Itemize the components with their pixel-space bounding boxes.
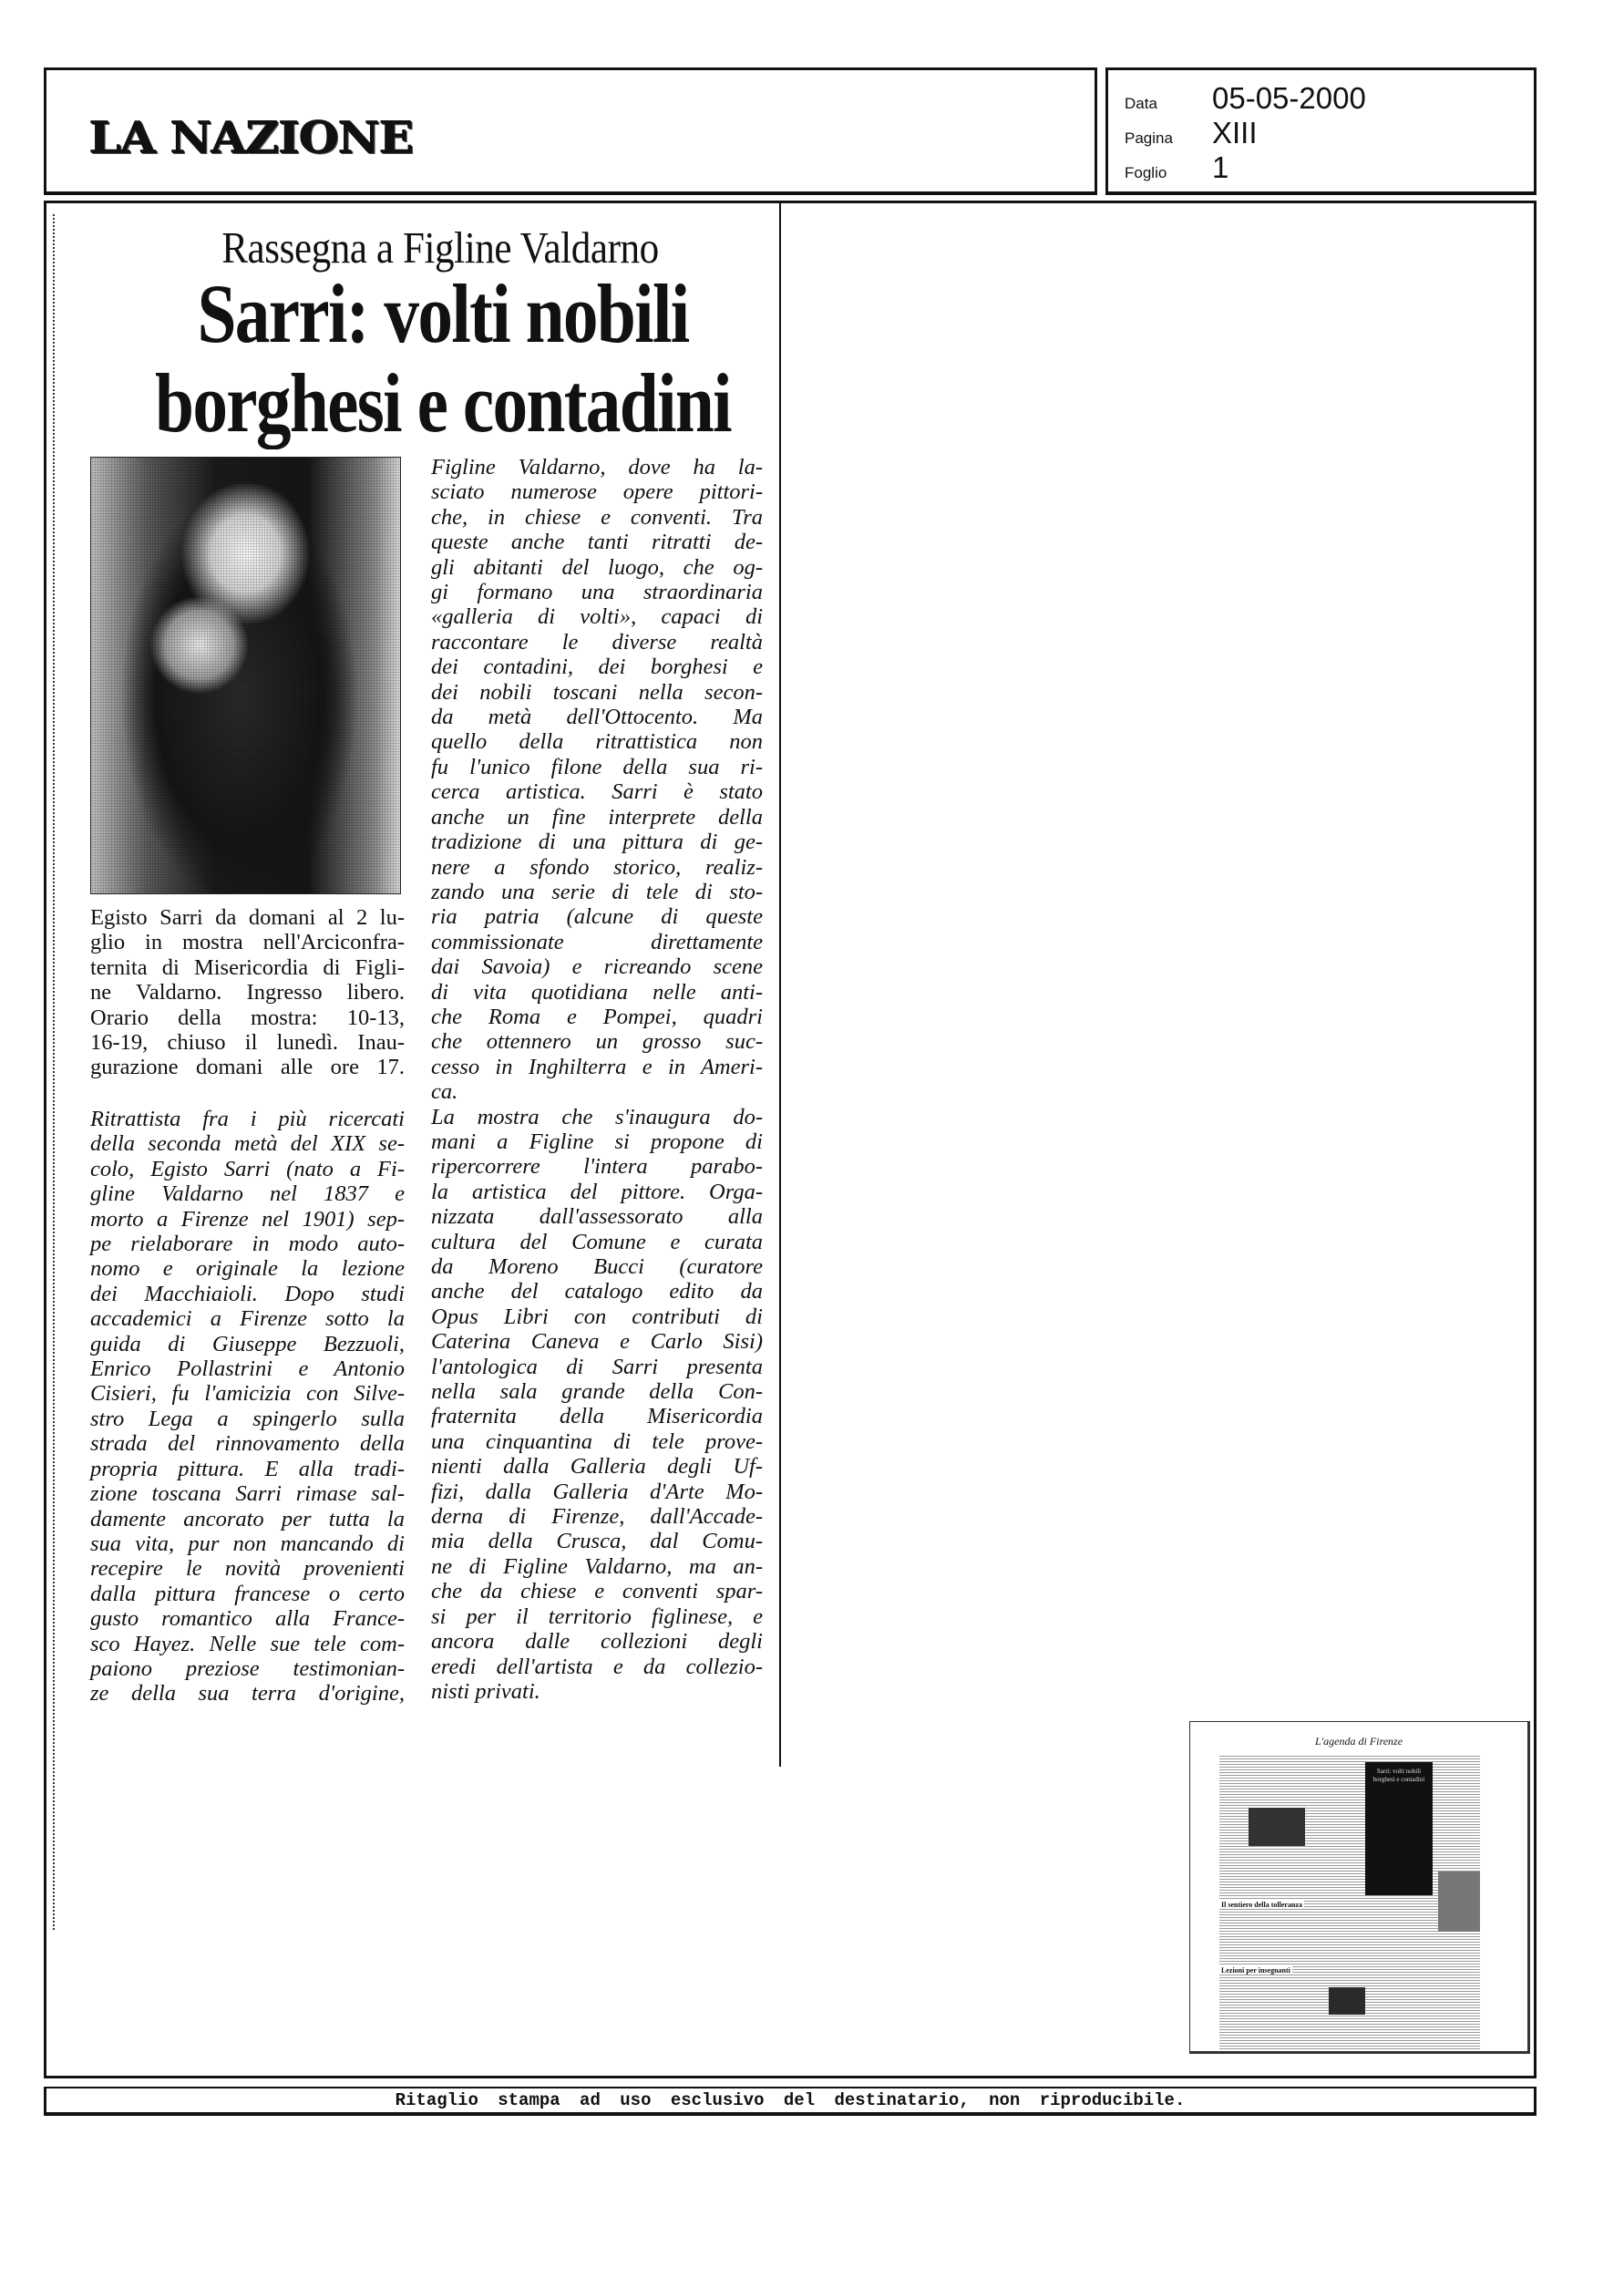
text-line: recepire le novità provenienti [90, 1556, 405, 1582]
text-line: quello della ritrattistica non [431, 729, 763, 755]
text-line: ria patria (alcune di queste [431, 904, 763, 930]
meta-page-value: XIII [1212, 116, 1258, 150]
thumbnail-highlighted-article [1365, 1762, 1433, 1895]
text-line: mani a Figline si propone di [431, 1129, 763, 1154]
article-headline [140, 269, 745, 448]
headline-line: Sarri: volti nobili [197, 267, 689, 360]
text-line: da metà dell'Ottocento. Ma [431, 705, 763, 730]
article-paragraph [431, 1105, 763, 1705]
text-line: commissionate direttamente [431, 929, 763, 954]
article-body-left-column [90, 1107, 405, 1707]
text-line: ancora dalle collezioni degli [431, 1629, 763, 1655]
text-line: propria pittura. E alla tradi- [90, 1456, 405, 1481]
text-line: sua vita, pur non mancando di [90, 1531, 405, 1556]
text-line: l'antologica di Sarri presenta [431, 1354, 763, 1379]
text-line: derna di Firenze, dall'Accade- [431, 1504, 763, 1530]
clipping-meta-box [1105, 67, 1537, 195]
text-line: ca. [431, 1079, 458, 1105]
thumbnail-section-title: L'agenda di Firenze [1314, 1735, 1403, 1748]
text-line: mia della Crusca, dal Comu- [431, 1529, 763, 1554]
text-line: dai Savoia) e ricreando scene [431, 954, 763, 980]
thumbnail-highlight-title: Sarri: volti nobili borghesi e contadini [1372, 1768, 1425, 1783]
photo-caption [90, 905, 405, 1080]
meta-sheet-value: 1 [1212, 150, 1229, 184]
text-line: la artistica del pittore. Orga- [431, 1179, 763, 1204]
text-line: eredi dell'artista e da collezio- [431, 1654, 763, 1679]
meta-sheet-label: Foglio [1125, 164, 1167, 181]
text-line: fizi, dalla Galleria d'Arte Mo- [431, 1479, 763, 1504]
text-line: Egisto Sarri da domani al 2 lu- [90, 905, 405, 930]
text-line: gline Valdarno nel 1837 e [90, 1181, 405, 1207]
text-line: di vita quotidiana nelle anti- [431, 979, 763, 1005]
meta-page-label: Pagina [1125, 129, 1173, 147]
text-line: cultura del Comune e curata [431, 1229, 763, 1254]
text-line: nere a sfondo storico, realiz- [431, 854, 763, 880]
text-line: tradizione di una pittura di ge- [431, 830, 763, 855]
text-line: ne Valdarno. Ingresso libero. [90, 980, 405, 1005]
text-line: glio in mostra nell'Arciconfra- [90, 930, 405, 955]
text-line: raccontare le diverse realtà [431, 629, 763, 655]
cut-line-divider [53, 214, 55, 1930]
footer-notice-box [44, 2087, 1537, 2116]
text-line: Cisieri, fu l'amicizia con Silve- [90, 1381, 405, 1407]
text-line: anche un fine interprete della [431, 804, 763, 830]
text-line: stro Lega a spingerlo sulla [90, 1406, 405, 1431]
text-line: La mostra che s'inaugura do- [431, 1104, 763, 1129]
text-line: «galleria di volti», capaci di [431, 604, 763, 630]
text-line: zione toscana Sarri rimase sal- [90, 1481, 405, 1507]
thumbnail-page-columns [1219, 1755, 1480, 2051]
text-line: sco Hayez. Nelle sue tele com- [90, 1631, 405, 1656]
text-line: Enrico Pollastrini e Antonio [90, 1356, 405, 1382]
meta-page [1125, 118, 1258, 148]
text-line: si per il territorio figlinese, e [431, 1604, 763, 1629]
text-line: gurazione domani alle ore 17. [90, 1055, 405, 1080]
headline-line: borghesi e contadini [155, 356, 731, 449]
text-line: guida di Giuseppe Bezzuoli, [90, 1331, 405, 1356]
text-line: ripercorrere l'intera parabo- [431, 1154, 763, 1180]
text-line: gli abitanti del luogo, che og- [431, 554, 763, 580]
article-paragraph [431, 455, 763, 1105]
text-line: Caterina Caneva e Carlo Sisi) [431, 1329, 763, 1355]
text-line: una cinquantina di tele prove- [431, 1428, 763, 1454]
text-line: accademici a Firenze sotto la [90, 1306, 405, 1332]
text-line: gusto romantico alla France- [90, 1606, 405, 1632]
text-line: zando una serie di tele di sto- [431, 879, 763, 904]
text-line: nizzata dall'assessorato alla [431, 1204, 763, 1230]
article-kicker: Rassegna a Figline Valdarno [221, 222, 659, 273]
text-line: 16-19, chiuso il lunedì. Inau- [90, 1030, 405, 1056]
thumbnail-photo [1249, 1808, 1305, 1846]
text-line: Opus Libri con contributi di [431, 1304, 763, 1329]
text-line: fraternita della Misericordia [431, 1404, 763, 1429]
text-line: sciato numerose opere pittori- [431, 480, 763, 505]
newspaper-masthead: LA NAZIONE [88, 112, 413, 163]
text-line: gi formano una straordinaria [431, 580, 763, 605]
thumbnail-illustration [1438, 1872, 1480, 1932]
text-line: colo, Egisto Sarri (nato a Fi- [90, 1156, 405, 1181]
text-line: Orario della mostra: 10-13, [90, 1005, 405, 1030]
text-line: fu l'unico filone della sua ri- [431, 754, 763, 779]
text-line: dei nobili toscani nella secon- [431, 679, 763, 705]
text-line: Figline Valdarno, dove ha la- [431, 455, 763, 480]
text-line: strada del rinnovamento della [90, 1431, 405, 1457]
text-line: pe rielaborare in modo auto- [90, 1232, 405, 1257]
footer-notice: Ritaglio stampa ad uso esclusivo del destinatario, non riproducibile. [395, 2090, 1186, 2110]
text-line: che da chiese e conventi spar- [431, 1579, 763, 1604]
text-line: paiono preziose testimonian- [90, 1655, 405, 1681]
text-line: nisti privati. [431, 1678, 540, 1704]
thumbnail-photo [1329, 1987, 1365, 2015]
text-line: morto a Firenze nel 1901) sep- [90, 1206, 405, 1232]
portrait-photo [90, 457, 401, 894]
text-line: cesso in Inghilterra e in Ameri- [431, 1054, 763, 1079]
text-line: dalla pittura francese o certo [90, 1581, 405, 1606]
text-line: ne di Figline Valdarno, ma an- [431, 1553, 763, 1579]
meta-date-label: Data [1125, 95, 1157, 112]
text-line: da Moreno Bucci (curatore [431, 1254, 763, 1279]
masthead-box [44, 67, 1097, 195]
clipping-frame [44, 201, 1537, 2078]
text-line: che Roma e Pompei, quadri [431, 1004, 763, 1029]
text-line: nomo e originale la lezione [90, 1256, 405, 1282]
text-line: della seconda metà del XIX se- [90, 1131, 405, 1157]
page-thumbnail [1189, 1721, 1530, 2054]
article-body-right-column [431, 455, 763, 1704]
meta-sheet [1125, 152, 1228, 182]
text-line: che ottennero un grosso suc- [431, 1029, 763, 1055]
text-line: nella sala grande della Con- [431, 1379, 763, 1405]
text-line: dei contadini, dei borghesi e [431, 655, 763, 680]
text-line: che, in chiese e conventi. Tra [431, 504, 763, 530]
text-line: ze della sua terra d'origine, [90, 1681, 405, 1707]
text-line: ternita di Misericordia di Figli- [90, 954, 405, 980]
text-line: queste anche tanti ritratti de- [431, 530, 763, 555]
column-divider [779, 203, 781, 1767]
meta-date [1125, 83, 1366, 113]
text-line: anche del catalogo edito da [431, 1279, 763, 1304]
text-line: dei Macchiaioli. Dopo studi [90, 1281, 405, 1306]
text-line: cerca artistica. Sarri è stato [431, 779, 763, 805]
meta-date-value: 05-05-2000 [1212, 81, 1366, 115]
thumbnail-headline: Il sentiero della tolleranza [1221, 1901, 1302, 1909]
text-line: damente ancorato per tutta la [90, 1506, 405, 1531]
thumbnail-headline: Lezioni per insegnanti [1221, 1966, 1290, 1975]
text-line: Ritrattista fra i più ricercati [90, 1107, 405, 1131]
text-line: nienti dalla Galleria degli Uf- [431, 1454, 763, 1480]
